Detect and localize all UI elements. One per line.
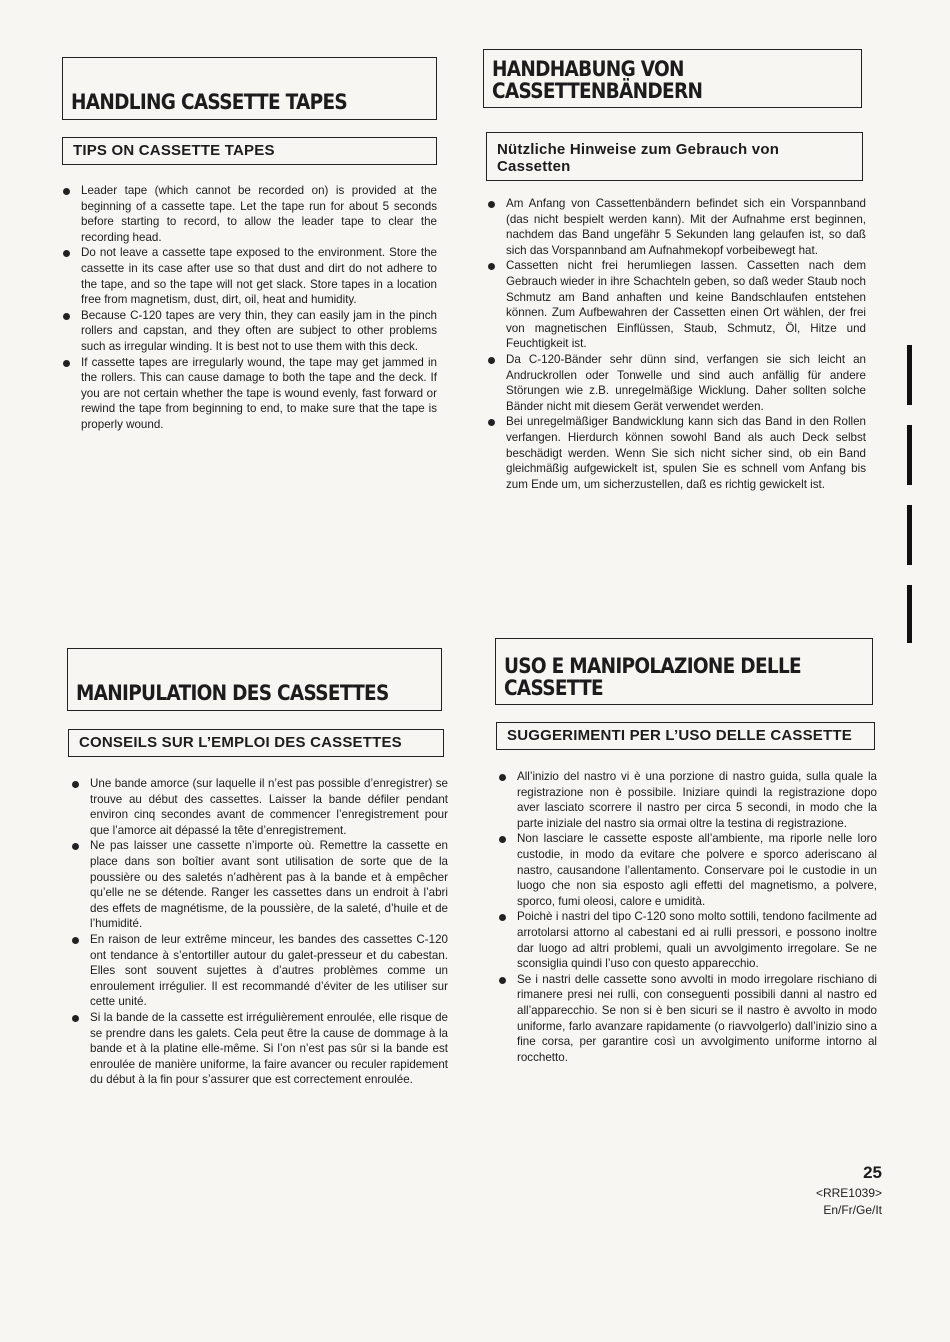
margin-mark [907, 425, 912, 485]
list-item: Ne pas laisser une cassette n’importe où. Remettre la cassette en place dans son boîtier avant sont utilisation de sorte que de la poussière ou des saletés n’adhèrent pas à la bande et à empêcher qu’elle ne se détende. Ranger les cassettes dans un endroit à l’abri des effets de magnétisme, de la poussière, de la saleté, d’huile et de l’humidité. [72, 838, 448, 932]
italian-subtitle: SUGGERIMENTI PER L’USO DELLE CASSETTE [507, 727, 852, 744]
list-item: Leader tape (which cannot be recorded on) is provided at the beginning of a cassette tape. Let the tape run for about 5 seconds before starting to record, to allow the leader tape to clear the recording head. [63, 183, 437, 245]
french-subtitle-box [68, 729, 444, 757]
french-title-box [67, 648, 442, 711]
italian-bullet-list [499, 769, 877, 1065]
german-bullet-list [488, 196, 866, 492]
list-item: Se i nastri delle cassette sono avvolti in modo irregolare rischiano di rimanere presi nei rulli, con conseguenti possibili danni al nastro ed all’apparecchio. Se non si è ben sicuri se il nastro è avvolto in modo uniforme, farlo avanzare rapidamente (o riavvolgerlo) dall’inizio sino a fine corsa, per garantire così un avvolgimento uniforme intorno al rocchetto. [499, 972, 877, 1066]
margin-mark [907, 345, 912, 405]
language-codes: En/Fr/Ge/It [823, 1203, 882, 1217]
bullet-icon [499, 774, 506, 781]
english-subtitle: TIPS ON CASSETTE TAPES [73, 142, 275, 159]
bullet-icon [72, 937, 79, 944]
italian-subtitle-box [496, 722, 875, 750]
bullet-icon [72, 843, 79, 850]
list-item: Si la bande de la cassette est irrégulièrement enroulée, elle risque de se prendre dans les galets. Cela peut être la cause de dommage à la bande et à la platine elle-même. Si l’on n’est pas sûr si la bande est enroulée de manière uniforme, la faire avancer ou reculer rapidement du début à la fin pour s’assurer que est correctement enroulée. [72, 1010, 448, 1088]
list-item: Bei unregelmäßiger Bandwicklung kann sich das Band in den Rollen verfangen. Hierdurch können sowohl Band als auch Deck selbst beschädigt werden. Wenn Sie sich nicht sicher sind, ob ein Band gleichmäßig aufgewickelt ist, spulen Sie es schnell vom Anfang bis zum Ende um, um sicherzustellen, daß es richtig gewickelt ist. [488, 414, 866, 492]
bullet-icon [499, 836, 506, 843]
bullet-icon [63, 188, 70, 195]
french-subtitle: CONSEILS SUR L’EMPLOI DES CASSETTES [79, 734, 402, 751]
list-item: Da C-120-Bänder sehr dünn sind, verfangen sie sich leicht an Andruckrollen oder Tonwelle und sind auch anfällig für andere Störungen wie z.B. unregelmäßige Wicklung. Daher sollten solche Bänder nicht mit diesem Gerät verwendet werden. [488, 352, 866, 414]
bullet-icon [488, 263, 495, 270]
list-item: Non lasciare le cassette esposte all’ambiente, ma riporle nelle loro custodie, in modo da evitare che polvere e sporco aderiscano al nastro, causandone l’allentamento. Conservare poi le custodie in un luogo che non sia esposto agli effetti del magnetismo, a polvere, sporco, fumi oleosi, calore e umidità. [499, 831, 877, 909]
list-item: Do not leave a cassette tape exposed to the environment. Store the cassette in its case after use so that dust and dirt do not adhere to the tape, and so the tape will not get slack. Store tapes in a location free from magnetism, dust, dirt, oil, heat and humidity. [63, 245, 437, 307]
french-title: MANIPULATION DES CASSETTES [76, 681, 389, 705]
list-item: If cassette tapes are irregularly wound, the tape may get jammed in the rollers. This can cause damage to both the tape and the deck. If you are not certain whether the tape is wound evenly, fast forward or rewind the tape from beginning to end, to make sure that the tape is properly wound. [63, 355, 437, 433]
list-item: Cassetten nicht frei herumliegen lassen. Cassetten nach dem Gebrauch wieder in ihre Schachteln geben, so daß weder Staub noch Schmutz am Band anhaften und keine Bandschlaufen entstehen können. Zum Aufbewahren der Cassetten einen Ort wählen, der frei von magnetischen Einflüssen, Staub, Schmutz, Öl, Hitze und Feuchtigkeit ist. [488, 258, 866, 352]
bullet-icon [72, 781, 79, 788]
english-title-box [62, 57, 437, 120]
german-title-line2: CASSETTENBÄNDERN [492, 79, 703, 103]
bullet-icon [488, 419, 495, 426]
german-title [492, 58, 702, 102]
german-title-line1: HANDHABUNG VON [492, 57, 684, 81]
bullet-icon [63, 313, 70, 320]
english-bullet-list [63, 183, 437, 433]
bullet-icon [72, 1015, 79, 1022]
list-item: All’inizio del nastro vi è una porzione di nastro guida, sulla quale la registrazione non è possibile. Iniziare quindi la registrazione dopo aver lasciato scorrere il nastro per circa 5 secondi, in modo che la parte iniziale del nastro sia ormai oltre la testina di registrazione. [499, 769, 877, 831]
list-item: Because C-120 tapes are very thin, they can easily jam in the pinch rollers and capstan, and they often are subject to other problems such as irregular winding. It is best not to use them with this deck. [63, 308, 437, 355]
bullet-icon [63, 250, 70, 257]
english-subtitle-box [62, 137, 437, 165]
document-code: <RRE1039> [815, 1186, 882, 1200]
german-title-box [483, 49, 862, 108]
italian-title-line1: USO E MANIPOLAZIONE DELLE [504, 654, 801, 678]
french-bullet-list [72, 776, 448, 1088]
bullet-icon [488, 201, 495, 208]
margin-mark [907, 585, 912, 643]
list-item: Une bande amorce (sur laquelle il n’est pas possible d’enregistrer) se trouve au début des cassettes. Laisser la bande défiler pendant environ cinq secondes avant de commencer l’enregistrement pour que l’amorce ait dépassé la tête d’enregistrement. [72, 776, 448, 838]
margin-mark [907, 505, 912, 565]
bullet-icon [488, 357, 495, 364]
italian-title-box [495, 638, 873, 705]
list-item: Poichè i nastri del tipo C-120 sono molto sottili, tendono facilmente ad arrotolarsi attorno al cabestani ed ai rulli pressori, e possono inoltre dar luogo ad altri problemi, quali un avvolgimento irregolare. Se ne sconsiglia quindi l’uso con questo apparecchio. [499, 909, 877, 971]
list-item: En raison de leur extrême minceur, les bandes des cassettes C-120 ont tendance à s’entortiller autour du galet-presseur et du cabestan. Elles sont souvent sujettes à d’autres problèmes comme un enroulement irrégulier. Il est recommandé d’éviter de les utiliser sur cette unité. [72, 932, 448, 1010]
bullet-icon [63, 360, 70, 367]
german-subtitle: Nützliche Hinweise zum Gebrauch von Cassetten [497, 141, 780, 175]
german-subtitle-box [486, 132, 863, 181]
list-item: Am Anfang von Cassettenbändern befindet sich ein Vorspannband (das nicht bespielt werden kann). Mit der Aufnahme erst beginnen, nachdem das Band ungefähr 5 Sekunden lang gelaufen ist, so daß sich das Vorspannband am Aufnahmekopf vorbeibewegt hat. [488, 196, 866, 258]
page-number: 25 [863, 1163, 882, 1182]
italian-title [504, 655, 801, 699]
bullet-icon [499, 914, 506, 921]
italian-title-line2: CASSETTE [504, 676, 603, 700]
english-title: HANDLING CASSETTE TAPES [71, 90, 348, 114]
bullet-icon [499, 977, 506, 984]
